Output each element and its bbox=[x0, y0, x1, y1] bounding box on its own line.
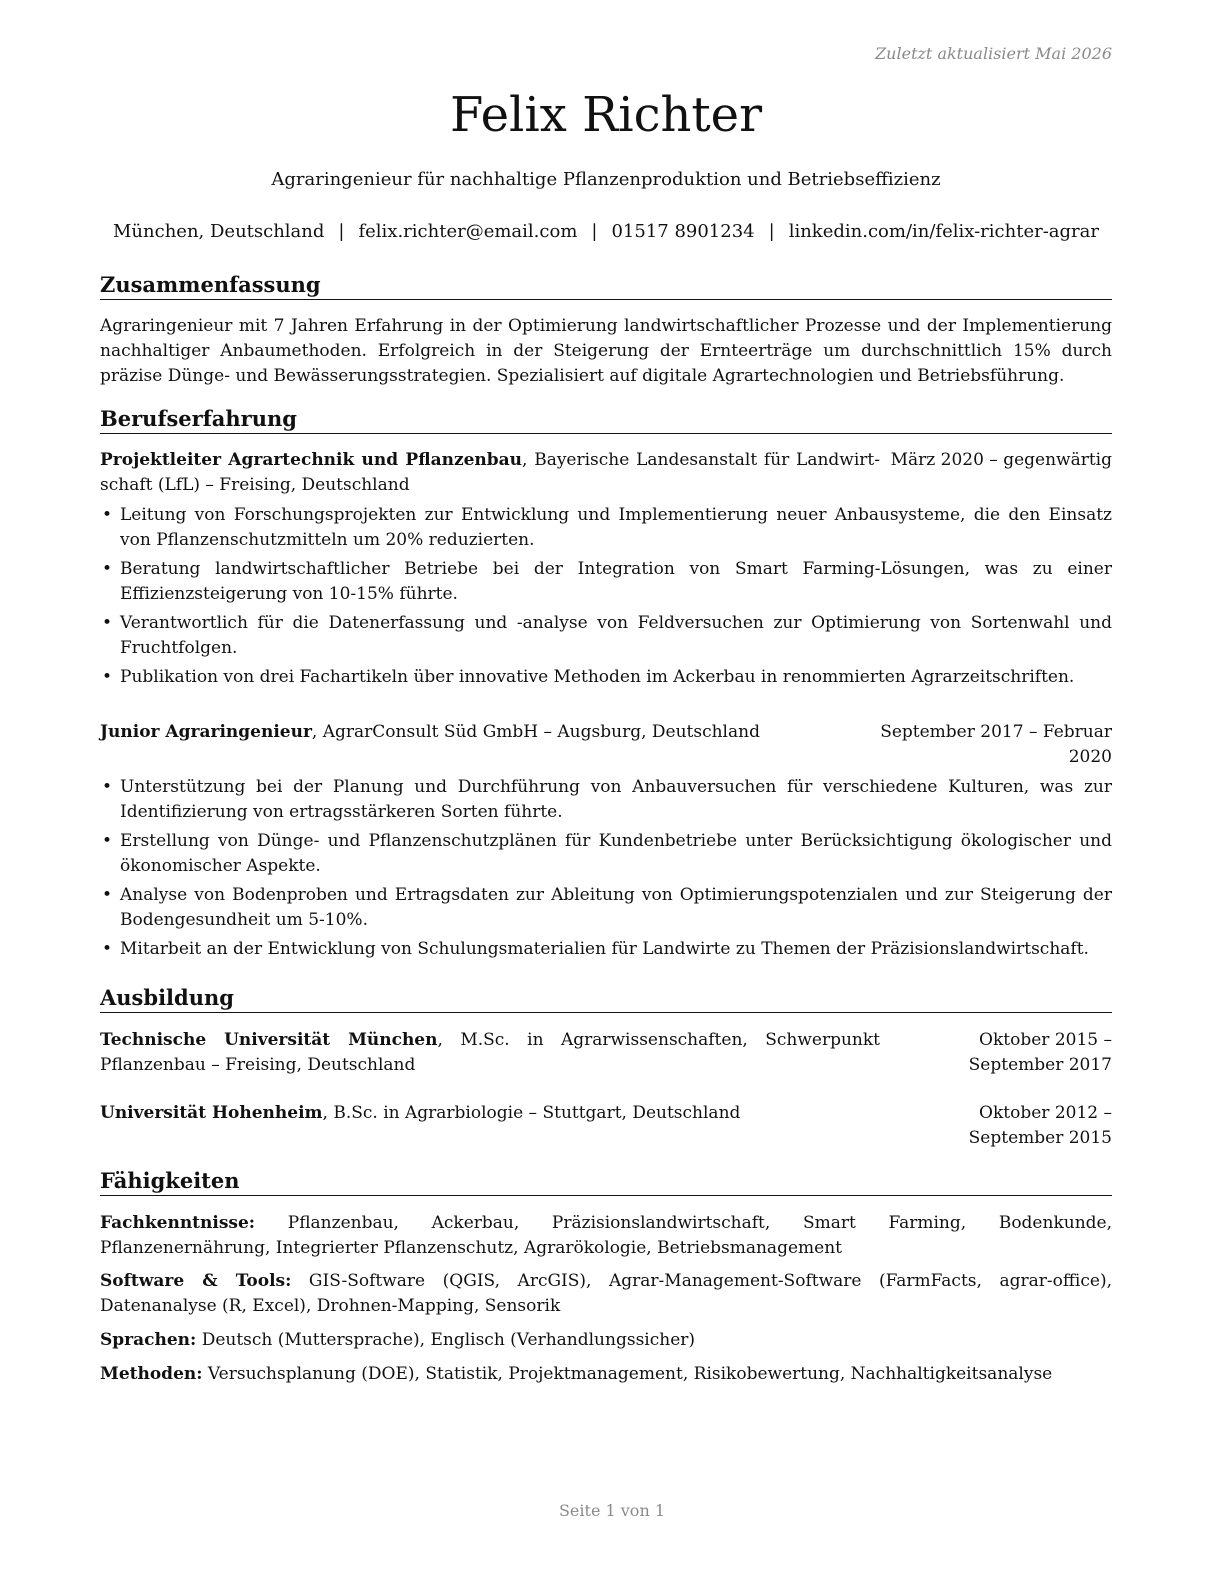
bullet-icon: • bbox=[102, 667, 113, 687]
bullet-icon: • bbox=[102, 613, 113, 633]
skill-value: GIS-Software (QGIS, ArcGIS), Agrar-Management-Software (FarmFacts, agrar-office), Datenanalyse (R, Excel), Drohnen-Mapping, Sensorik bbox=[100, 1271, 1112, 1316]
bullet-icon: • bbox=[102, 505, 113, 525]
contact-linkedin[interactable]: linkedin.com/in/felix-richter-agrar bbox=[788, 221, 1099, 242]
school-detail: , M.Sc. in Agrarwissenschaften, Schwerpunkt Pflanzenbau – Freising, Deutschland bbox=[100, 1030, 880, 1075]
job-title-line bbox=[100, 448, 880, 498]
school-name: Universität Hohenheim bbox=[100, 1103, 323, 1123]
section-title-experience: Berufserfahrung bbox=[100, 405, 1112, 434]
skill-label: Fachkenntnisse: bbox=[100, 1213, 256, 1233]
education-header bbox=[100, 1101, 1112, 1148]
contact-line bbox=[20, 219, 1192, 245]
list-item: • Beratung landwirtschaftlicher Betriebe bei der Integration von Smart Farming-Lösungen, was zu einer Effizienzsteigerung von 10-15% führte. bbox=[102, 559, 1112, 604]
job-title-line bbox=[100, 720, 880, 745]
contact-email[interactable]: felix.richter@email.com bbox=[358, 221, 578, 242]
list-item: • Analyse von Bodenproben und Ertragsdaten zur Ableitung von Optimierungspotenzialen und zur Steigerung der Bodengesundheit um 5-10%. bbox=[102, 885, 1112, 930]
bullet-icon: • bbox=[102, 939, 113, 959]
job-bullets bbox=[100, 775, 1112, 966]
tagline: Agraringenieur für nachhaltige Pflanzenproduktion und Betriebseffizienz bbox=[271, 169, 941, 190]
job-org: , AgrarConsult Süd GmbH – Augsburg, Deutschland bbox=[311, 722, 760, 742]
skill-row bbox=[100, 1211, 1112, 1261]
skill-row bbox=[100, 1269, 1112, 1319]
education-dates: Oktober 2015 – September 2017 bbox=[968, 1030, 1112, 1075]
job-dates: März 2020 – gegenwärtig bbox=[890, 450, 1112, 470]
page-number: Seite 1 von 1 bbox=[558, 1501, 666, 1520]
skill-label: Sprachen: bbox=[100, 1330, 197, 1350]
school-detail: , B.Sc. in Agrarbiologie – Stuttgart, Deutschland bbox=[322, 1103, 741, 1123]
education-line bbox=[100, 1028, 880, 1078]
skill-row bbox=[100, 1362, 1112, 1387]
job-bullets bbox=[100, 503, 1112, 694]
education-header bbox=[100, 1028, 1112, 1078]
education-dates: Oktober 2012 – September 2015 bbox=[968, 1103, 1112, 1148]
skill-label: Methoden: bbox=[100, 1364, 203, 1384]
contact-location: München, Deutschland bbox=[113, 221, 325, 242]
job-header bbox=[100, 720, 1112, 767]
list-item: • Publikation von drei Fachartikeln über innovative Methoden im Ackerbau in renommierten Agrarzeitschriften. bbox=[100, 665, 1112, 690]
skill-value: Deutsch (Muttersprache), Englisch (Verhandlungssicher) bbox=[196, 1330, 696, 1350]
bullet-icon: • bbox=[102, 777, 113, 797]
list-item: • Erstellung von Dünge- und Pflanzenschutzplänen für Kundenbetriebe unter Berücksichtigung ökologischer und ökonomischer Aspekte. bbox=[102, 831, 1112, 876]
bullet-icon: • bbox=[102, 831, 113, 851]
list-item: • Verantwortlich für die Datenerfassung und -analyse von Feldversuchen zur Optimierung von Sortenwahl und Fruchtfolgen. bbox=[102, 613, 1112, 658]
list-item: • Mitarbeit an der Entwicklung von Schulungsmaterialien für Landwirte zu Themen der Präzisionslandwirtschaft. bbox=[100, 937, 1112, 962]
section-title-education: Ausbildung bbox=[100, 984, 1112, 1013]
job-org: , Bayerische Landesanstalt für Landwirtschaft (LfL) – Freising, Deutschland bbox=[100, 450, 880, 495]
skill-value: Versuchsplanung (DOE), Statistik, Projektmanagement, Risikobewertung, Nachhaltigkeitsanalyse bbox=[202, 1364, 1053, 1384]
school-name: Technische Universität München bbox=[100, 1030, 438, 1050]
candidate-name: Felix Richter bbox=[449, 87, 763, 143]
education-line bbox=[100, 1101, 880, 1126]
skill-value: Pflanzenbau, Ackerbau, Präzisionslandwirtschaft, Smart Farming, Bodenkunde, Pflanzenernährung, Integrierter Pflanzenschutz, Agrarökologie, Betriebsmanagement bbox=[100, 1213, 1112, 1258]
separator: | bbox=[591, 221, 598, 242]
job-role: Projektleiter Agrartechnik und Pflanzenbau bbox=[100, 450, 523, 470]
skill-row bbox=[100, 1328, 1112, 1353]
list-item: • Leitung von Forschungsprojekten zur Entwicklung und Implementierung neuer Anbausysteme, die den Einsatz von Pflanzenschutzmitteln um 20% reduzierten. bbox=[102, 505, 1112, 550]
summary-text: Agraringenieur mit 7 Jahren Erfahrung in der Optimierung landwirtschaftlicher Prozesse und der Implementierung nachhaltiger Anbaumethoden. Erfolgreich in der Steigerung der Ernteerträge um durchschnittlich 15% durch präzise Dünge- und Bewässerungsstrategien. Spezialisiert auf digitale Agrartechnologien und Betriebsführung. bbox=[100, 316, 1112, 386]
section-title-skills: Fähigkeiten bbox=[100, 1167, 1112, 1196]
bullet-icon: • bbox=[102, 559, 113, 579]
contact-phone[interactable]: 01517 8901234 bbox=[611, 221, 755, 242]
job-role: Junior Agraringenieur bbox=[100, 722, 312, 742]
job-dates: September 2017 – Februar 2020 bbox=[880, 722, 1112, 767]
separator: | bbox=[338, 221, 345, 242]
skill-label: Software & Tools: bbox=[100, 1271, 292, 1291]
section-title-summary: Zusammenfassung bbox=[100, 271, 1112, 300]
bullet-icon: • bbox=[102, 885, 113, 905]
job-header bbox=[100, 448, 1112, 498]
last-updated: Zuletzt aktualisiert Mai 2026 bbox=[875, 44, 1112, 63]
separator: | bbox=[768, 221, 775, 242]
list-item: • Unterstützung bei der Planung und Durchführung von Anbauversuchen für verschiedene Kulturen, was zur Identifizierung von ertragsstärkeren Sorten führte. bbox=[102, 777, 1112, 822]
